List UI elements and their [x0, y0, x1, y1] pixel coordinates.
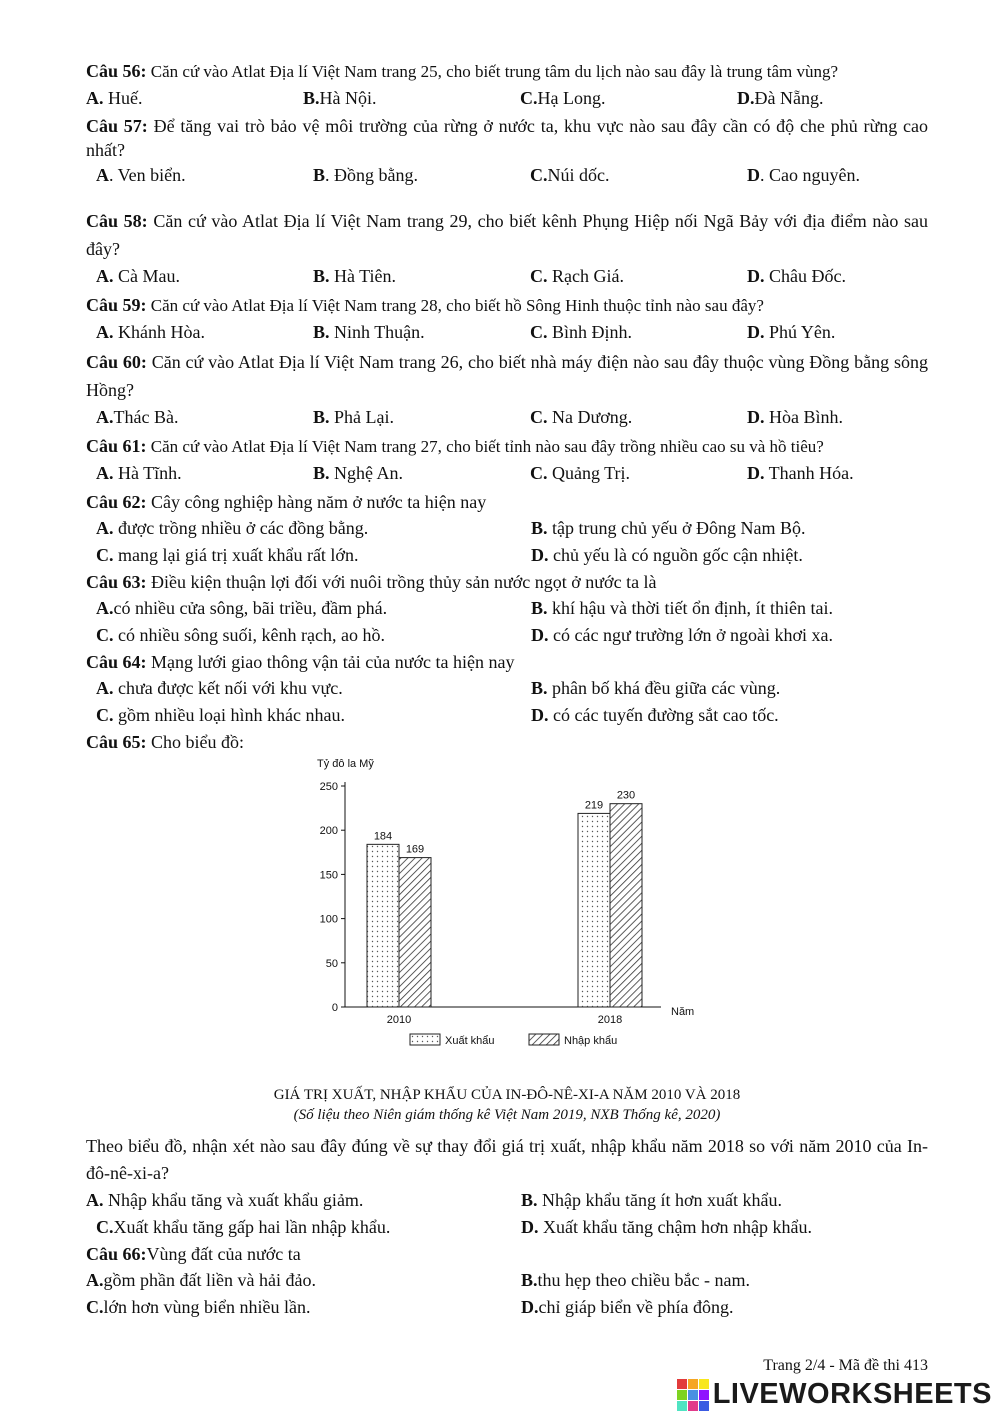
option-c[interactable]: C.Hạ Long.: [520, 88, 606, 108]
question-text: Cho biểu đồ:: [146, 732, 245, 752]
logo-block: [699, 1390, 709, 1400]
question-65-stem: Theo biểu đồ, nhận xét nào sau đây đúng về sự thay đổi giá trị xuất, nhập khẩu năm 2018 so với năm 2010 của In-đô-nê-xi-a?: [86, 1136, 928, 1183]
options-57: [86, 162, 928, 188]
question-number: Câu 58:: [86, 211, 148, 231]
option-b[interactable]: B. Nhập khẩu tăng ít hơn xuất khẩu.: [521, 1190, 782, 1210]
option-b[interactable]: B. Hà Tiên.: [313, 266, 397, 286]
y-tick-label: 100: [319, 913, 338, 926]
logo-block: [688, 1401, 698, 1411]
logo-icon: [677, 1379, 709, 1411]
options-62: [86, 515, 928, 569]
question-60: [86, 348, 928, 404]
legend-swatch: [410, 1034, 440, 1045]
option-a[interactable]: A. Hà Tĩnh.: [96, 463, 182, 483]
y-tick-label: 0: [331, 1002, 338, 1014]
option-a[interactable]: A.có nhiều cửa sông, bãi triều, đầm phá.: [96, 598, 388, 618]
legend-label: Nhập khẩu: [564, 1035, 618, 1047]
logo-block: [688, 1390, 698, 1400]
options-58: [86, 263, 928, 289]
option-b[interactable]: B. Phả Lại.: [313, 407, 395, 427]
y-tick-label: 150: [319, 869, 338, 882]
legend-label: Xuất khẩu: [445, 1035, 495, 1047]
question-61: [86, 433, 928, 460]
option-d[interactable]: D. có các ngư trường lớn ở ngoài khơi xa.: [531, 625, 834, 645]
option-c[interactable]: C.Núi dốc.: [530, 165, 610, 185]
y-tick-label: 250: [319, 781, 338, 793]
worksheet-page: [86, 58, 928, 1321]
data-label: 169: [405, 843, 425, 856]
question-text: Điều kiện thuận lợi đối với nuôi trồng thủy sản nước ngọt ở nước ta là: [146, 572, 657, 592]
question-66: [86, 1241, 928, 1267]
option-c[interactable]: C. có nhiều sông suối, kênh rạch, ao hồ.: [96, 625, 385, 645]
logo-block: [699, 1401, 709, 1411]
option-a[interactable]: A.Thác Bà.: [96, 407, 179, 427]
option-d[interactable]: D. Thanh Hóa.: [747, 463, 854, 483]
question-number: Câu 56:: [86, 61, 147, 81]
option-d[interactable]: D. Cao nguyên.: [747, 165, 860, 185]
options-60: [86, 404, 928, 430]
data-label: 219: [584, 799, 604, 812]
question-text: Căn cứ vào Atlat Địa lí Việt Nam trang 26, cho biết nhà máy điện nào sau đây thuộc vùng Đồng bằng sông Hồng?: [86, 352, 928, 400]
data-label: 184: [373, 830, 393, 843]
y-tick-label: 50: [325, 957, 338, 970]
question-56: [86, 58, 928, 85]
option-a[interactable]: A.gồm phần đất liền và hải đảo.: [86, 1270, 316, 1290]
question-number: Câu 63:: [86, 572, 147, 592]
option-a[interactable]: A. Cà Mau.: [96, 266, 180, 286]
question-number: Câu 62:: [86, 492, 147, 512]
data-label: 230: [616, 789, 636, 802]
option-b[interactable]: B.Hà Nội.: [303, 88, 377, 108]
question-58: [86, 207, 928, 263]
option-d[interactable]: D. có các tuyến đường sắt cao tốc.: [531, 705, 779, 725]
x-axis-label: Năm: [671, 1006, 695, 1018]
bar-xuat-khau-2018: [578, 813, 610, 1007]
logo-block: [677, 1401, 687, 1411]
logo-block: [677, 1390, 687, 1400]
bar-xuat-khau-2010: [367, 844, 399, 1007]
question-65: [86, 729, 928, 755]
x-tick-label: 2018: [597, 1014, 623, 1026]
chart-caption: [86, 1085, 928, 1125]
option-c[interactable]: C. Quảng Trị.: [530, 463, 631, 483]
option-a[interactable]: A. Nhập khẩu tăng và xuất khẩu giảm.: [86, 1190, 364, 1210]
question-text: Căn cứ vào Atlat Địa lí Việt Nam trang 28, cho biết hồ Sông Hinh thuộc tỉnh nào sau đây?: [146, 296, 764, 315]
options-59: [86, 319, 928, 345]
option-b[interactable]: B. phân bố khá đều giữa các vùng.: [531, 678, 781, 698]
chart-container: [86, 755, 928, 1085]
option-a[interactable]: A. chưa được kết nối với khu vực.: [96, 678, 343, 698]
page-footer: Trang 2/4 - Mã đề thi 413: [763, 1357, 928, 1374]
option-a[interactable]: A. Ven biển.: [96, 165, 186, 185]
question-text: Vùng đất của nước ta: [146, 1244, 301, 1264]
option-c[interactable]: C. gồm nhiều loại hình khác nhau.: [96, 705, 345, 725]
question-59: [86, 292, 928, 319]
option-a[interactable]: A. Huế.: [86, 88, 143, 108]
bar-nhap-khau-2018: [610, 804, 642, 1007]
option-c[interactable]: C. mang lại giá trị xuất khẩu rất lớn.: [96, 545, 359, 565]
option-d[interactable]: D. Châu Đốc.: [747, 266, 846, 286]
logo-block: [688, 1379, 698, 1389]
bar-nhap-khau-2010: [399, 858, 431, 1007]
chart-title: GIÁ TRỊ XUẤT, NHẬP KHẨU CỦA IN-ĐÔ-NÊ-XI-A NĂM 2010 VÀ 2018: [273, 1087, 741, 1103]
logo-block: [699, 1379, 709, 1389]
bar-chart: [86, 755, 928, 1085]
option-c[interactable]: C. Rạch Giá.: [530, 266, 624, 286]
question-number: Câu 61:: [86, 436, 147, 456]
question-text: Căn cứ vào Atlat Địa lí Việt Nam trang 29, cho biết kênh Phụng Hiệp nối Ngã Bảy với địa điểm nào sau đây?: [86, 211, 928, 259]
option-c[interactable]: C. Na Dương.: [530, 407, 633, 427]
options-61: [86, 460, 928, 486]
option-a[interactable]: A. được trồng nhiều ở các đồng bằng.: [96, 518, 369, 538]
option-d[interactable]: D. Hòa Bình.: [747, 407, 843, 427]
legend-swatch: [529, 1034, 559, 1045]
question-57: [86, 114, 928, 162]
question-text: Cây công nghiệp hàng năm ở nước ta hiện nay: [146, 492, 487, 512]
question-number: Câu 64:: [86, 652, 147, 672]
option-c[interactable]: C.lớn hơn vùng biển nhiều lần.: [86, 1297, 311, 1317]
question-number: Câu 60:: [86, 352, 147, 372]
options-64: [86, 675, 928, 729]
question-62: [86, 489, 928, 515]
options-66: [86, 1267, 928, 1321]
option-d[interactable]: D.Đà Nẵng.: [737, 88, 824, 108]
option-c[interactable]: C. Bình Định.: [530, 322, 633, 342]
question-number: Câu 57:: [86, 116, 148, 136]
question-number: Câu 65:: [86, 732, 147, 752]
options-56: [86, 85, 928, 111]
question-text: Mạng lưới giao thông vận tải của nước ta hiện nay: [146, 652, 515, 672]
option-c[interactable]: C.Xuất khẩu tăng gấp hai lần nhập khẩu.: [96, 1217, 391, 1237]
option-b[interactable]: B. Nghệ An.: [313, 463, 404, 483]
chart-source: (Số liệu theo Niên giám thống kê Việt Nam 2019, NXB Thống kê, 2020): [293, 1107, 721, 1123]
x-tick-label: 2010: [386, 1014, 412, 1026]
option-d[interactable]: D. chủ yếu là có nguồn gốc cận nhiệt.: [531, 545, 803, 565]
option-d[interactable]: D.chỉ giáp biển về phía đông.: [521, 1297, 734, 1317]
options-63: [86, 595, 928, 649]
question-text: Để tăng vai trò bảo vệ môi trường của rừng ở nước ta, khu vực nào sau đây cần có độ che phủ rừng cao nhất?: [86, 116, 928, 160]
option-b[interactable]: B. tập trung chủ yếu ở Đông Nam Bộ.: [531, 518, 806, 538]
options-65: [86, 1187, 928, 1241]
logo-block: [677, 1379, 687, 1389]
y-axis-label: Tỷ đô la Mỹ: [317, 758, 374, 770]
question-text: Căn cứ vào Atlat Địa lí Việt Nam trang 25, cho biết trung tâm du lịch nào sau đây là trung tâm vùng?: [146, 62, 839, 81]
option-d[interactable]: D. Xuất khẩu tăng chậm hơn nhập khẩu.: [521, 1217, 812, 1237]
option-a[interactable]: A. Khánh Hòa.: [96, 322, 205, 342]
question-number: Câu 66:: [86, 1244, 147, 1264]
liveworksheets-logo[interactable]: [677, 1378, 992, 1411]
option-b[interactable]: B. Đồng bằng.: [313, 165, 419, 185]
question-text: Căn cứ vào Atlat Địa lí Việt Nam trang 27, cho biết tỉnh nào sau đây trồng nhiều cao su và hồ tiêu?: [146, 437, 824, 456]
option-b[interactable]: B. Ninh Thuận.: [313, 322, 425, 342]
question-number: Câu 59:: [86, 295, 147, 315]
logo-text: LIVEWORKSHEETS: [712, 1378, 992, 1410]
question-63: [86, 569, 928, 595]
question-64: [86, 649, 928, 675]
option-b[interactable]: B.thu hẹp theo chiều bắc - nam.: [521, 1270, 750, 1290]
option-b[interactable]: B. khí hậu và thời tiết ổn định, ít thiên tai.: [531, 598, 833, 618]
option-d[interactable]: D. Phú Yên.: [747, 322, 836, 342]
y-tick-label: 200: [319, 825, 338, 838]
